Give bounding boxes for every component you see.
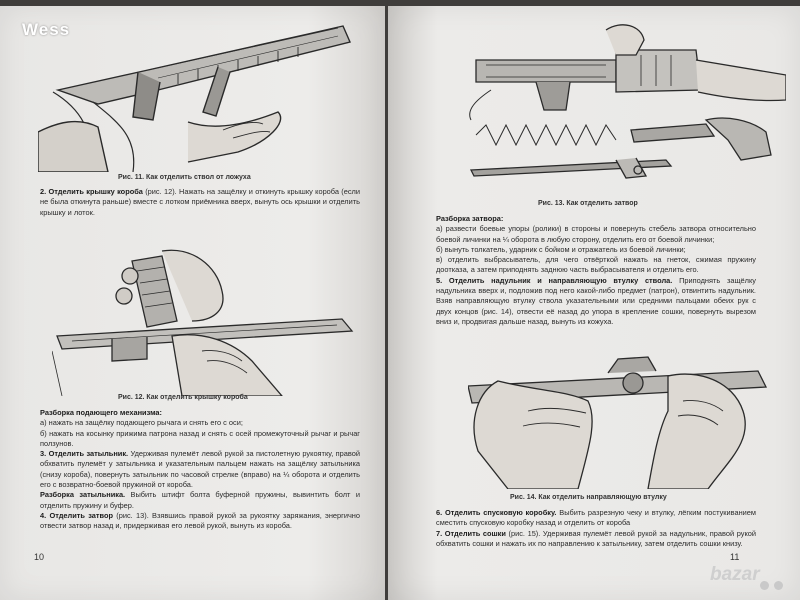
step-4-text: (рис. 13). Взявшись правой рукой за рукоятку заряжания, энергично отвести затвор назад и, придерживая его левой рукой, вынуть из короба.	[40, 510, 361, 531]
figure-14-caption: Рис. 14. Как отделить направляющую втулку	[510, 494, 667, 501]
bolt-step-a: а) развести боевые упоры (ролики) в стороны и повернуть стебель затвора относительно боевой личинки на ¼ оборота в любую сторону, отделить его от боевой личинки;	[436, 224, 756, 244]
step-6-text: Выбить разрезную чеку и втулку, лёгким постукиванием сместить спусковую коробку назад и отделить от короба	[436, 508, 756, 528]
step-2-label: 2. Отделить крышку короба	[40, 187, 143, 196]
watermark-text: Wess	[22, 20, 71, 39]
step-7-label: 7. Отделить сошки	[436, 528, 506, 538]
step-2-paragraph	[40, 187, 360, 218]
right-body-text-top	[436, 214, 756, 327]
buttstock-text: Выбить штифт болта буферной пружины, вывинтить болт и отделить пружину и буфер.	[40, 490, 360, 510]
right-page-number: 11	[730, 552, 740, 562]
feed-step-a: а) нажать на защёлку подающего рычага и снять его с оси;	[40, 418, 243, 428]
buttstock-label: Разборка затыльника.	[40, 490, 126, 500]
figure-14-illustration	[468, 351, 778, 489]
bolt-heading: Разборка затвора:	[436, 214, 504, 223]
step-5-label: 5. Отделить надульник и направляющую втулку ствола.	[436, 275, 673, 285]
step-3-text: Удерживая пулемёт левой рукой за пистолетную рукоятку, правой обхватить пулемёт у затыльника и указательным пальцем нажать на защёлку затыльника (снизу короба), повернуть затыльник по часовой стрелке (вправо) на ¼ оборота и отделить его с возвратно-боевой пружиной от короба.	[40, 449, 360, 490]
right-page	[388, 6, 800, 600]
bazar-logo-dot-2	[774, 581, 783, 590]
figure-13-caption: Рис. 13. Как отделить затвор	[538, 200, 638, 207]
bazar-logo-dot-1	[760, 581, 769, 590]
right-body-text-bottom	[436, 508, 756, 549]
left-page-number: 10	[34, 552, 45, 562]
step-3-label: 3. Отделить затыльник.	[40, 449, 129, 459]
feed-step-b: б) нажать на косынку прижима патрона назад и снять с осей промежуточный рычаг и рычаг ползунов.	[40, 428, 360, 448]
bazar-logo-text: bazar	[710, 564, 760, 585]
step-6-label: 6. Отделить спусковую коробку.	[436, 508, 557, 517]
bolt-step-c: в) отделить выбрасыватель, для чего отвёрткой нажать на гнеток, сжимая пружину доотказа, а затем приподнять заднюю часть выбрасывателя и отделить его.	[436, 255, 756, 275]
step-4-label: 4. Отделить затвор	[40, 510, 113, 520]
figure-11-caption: Рис. 11. Как отделить ствол от ложуха	[118, 174, 251, 181]
figure-11-illustration	[38, 12, 368, 172]
feed-heading: Разборка подающего механизма:	[40, 408, 163, 417]
left-page	[0, 6, 385, 600]
figure-12-illustration	[52, 241, 362, 396]
left-body-text	[40, 408, 360, 532]
bazar-logo	[710, 560, 788, 592]
bolt-step-b: б) вынуть толкатель, ударник с бойком и отражатель из боевой личинки;	[436, 244, 686, 254]
figure-12-caption: Рис. 12. Как отделить крышку короба	[118, 394, 248, 401]
step-2-text: (рис. 12). Нажать на защёлку и откинуть крышку короба (если не была откинута раньше) вместе с лотком приёмника вверх, вынуть ось крышки и отделить крышку и лоток.	[40, 187, 360, 217]
step-5-text: Приподнять защёлку надульника вверх и, подложив под него какой-либо предмет (патрон), отвинтить надульник. Взяв направляющую втулку ствола указательными или средними пальцами обеих рук с двух концов (рис. 14), отвести её назад до упора в крепление сошки, повернуть вырезом вниз и, продвигая дальше назад, вынуть из кожуха.	[436, 275, 756, 326]
figure-13-illustration	[466, 20, 786, 192]
step-7-text: (рис. 15). Удерживая пулемёт левой рукой за надульник, правой рукой обхватить сошки и нажать их по направлению к затыльнику, затем отделить сошки книзу.	[436, 528, 756, 548]
